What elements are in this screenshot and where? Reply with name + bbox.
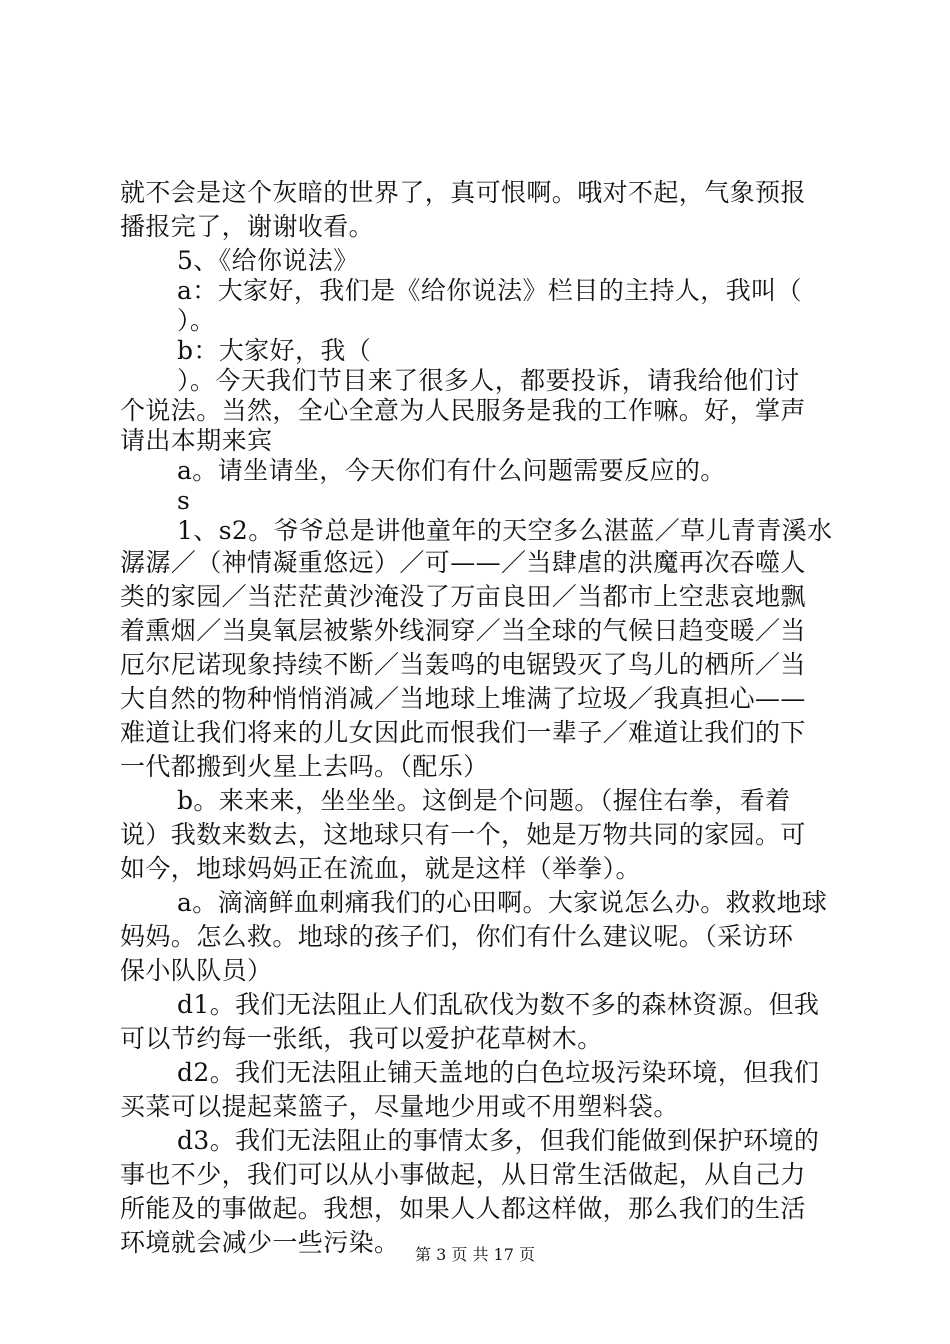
text-line: 环境就会减少一些污染。 [120, 1228, 400, 1257]
text-line: 类的家园／当茫茫黄沙淹没了万亩良田／当都市上空悲哀地飘 [120, 582, 806, 611]
page-number-footer: 第 3 页 共 17 页 [415, 1245, 535, 1264]
text-line: a。请坐请坐，今天你们有什么问题需要反应的。 [177, 456, 726, 485]
text-line: 就不会是这个灰暗的世界了，真可恨啊。哦对不起，气象预报 [120, 178, 806, 207]
text-line: ）。 [177, 306, 216, 335]
section-heading: 5、《给你说法》 [177, 246, 359, 275]
text-line: 一代都搬到火星上去吗。（配乐） [120, 752, 489, 781]
text-line: 事也不少，我们可以从小事做起，从日常生活做起，从自己力 [120, 1160, 806, 1189]
text-line: 买菜可以提起菜篮子，尽量地少用或不用塑料袋。 [120, 1092, 679, 1121]
text-line: 着熏烟／当臭氧层被紫外线洞穿／当全球的气候日趋变暖／当 [120, 616, 806, 645]
text-line: 请出本期来宾 [120, 426, 273, 455]
text-line: ）。今天我们节目来了很多人，都要投诉，请我给他们讨 [177, 366, 800, 395]
text-line: 如今，地球妈妈正在流血，就是这样（举拳）。 [120, 854, 641, 883]
text-line: 个说法。当然，全心全意为人民服务是我的工作嘛。好，掌声 [120, 396, 806, 425]
text-line: 所能及的事做起。我想，如果人人都这样做，那么我们的生活 [120, 1194, 806, 1223]
text-line: 妈妈。怎么救。地球的孩子们，你们有什么建议呢。（采访环 [120, 922, 794, 951]
text-line: 播报完了，谢谢收看。 [120, 212, 375, 241]
text-line: 1、s2。爷爷总是讲他童年的天空多么湛蓝／草儿青青溪水 [177, 516, 833, 545]
text-line: 大自然的物种悄悄消减／当地球上堆满了垃圾／我真担心—— [120, 684, 806, 713]
text-line: 说）我数来数去，这地球只有一个，她是万物共同的家园。可 [120, 820, 806, 849]
text-line: 可以节约每一张纸，我可以爱护花草树木。 [120, 1024, 603, 1053]
text-line: 难道让我们将来的儿女因此而恨我们一辈子／难道让我们的下 [120, 718, 806, 747]
text-line: d2。我们无法阻止铺天盖地的白色垃圾污染环境，但我们 [177, 1058, 820, 1087]
text-line: b：大家好，我（ [177, 336, 372, 365]
text-line: d1。我们无法阻止人们乱砍伐为数不多的森林资源。但我 [177, 990, 820, 1019]
text-line: d3。我们无法阻止的事情太多，但我们能做到保护环境的 [177, 1126, 820, 1155]
text-line: a。滴滴鲜血刺痛我们的心田啊。大家说怎么办。救救地球 [177, 888, 828, 917]
text-line: 保小队队员） [120, 956, 273, 985]
text-line: 厄尔尼诺现象持续不断／当轰鸣的电锯毁灭了鸟儿的栖所／当 [120, 650, 806, 679]
text-line: 潺潺／（神情凝重悠远）／可——／当肆虐的洪魔再次吞噬人 [120, 548, 806, 577]
text-line: b。来来来，坐坐坐。这倒是个问题。（握住右拳，看着 [177, 786, 791, 815]
text-line: a：大家好，我们是《给你说法》栏目的主持人，我叫（ [177, 276, 802, 305]
text-line: s [177, 486, 191, 515]
